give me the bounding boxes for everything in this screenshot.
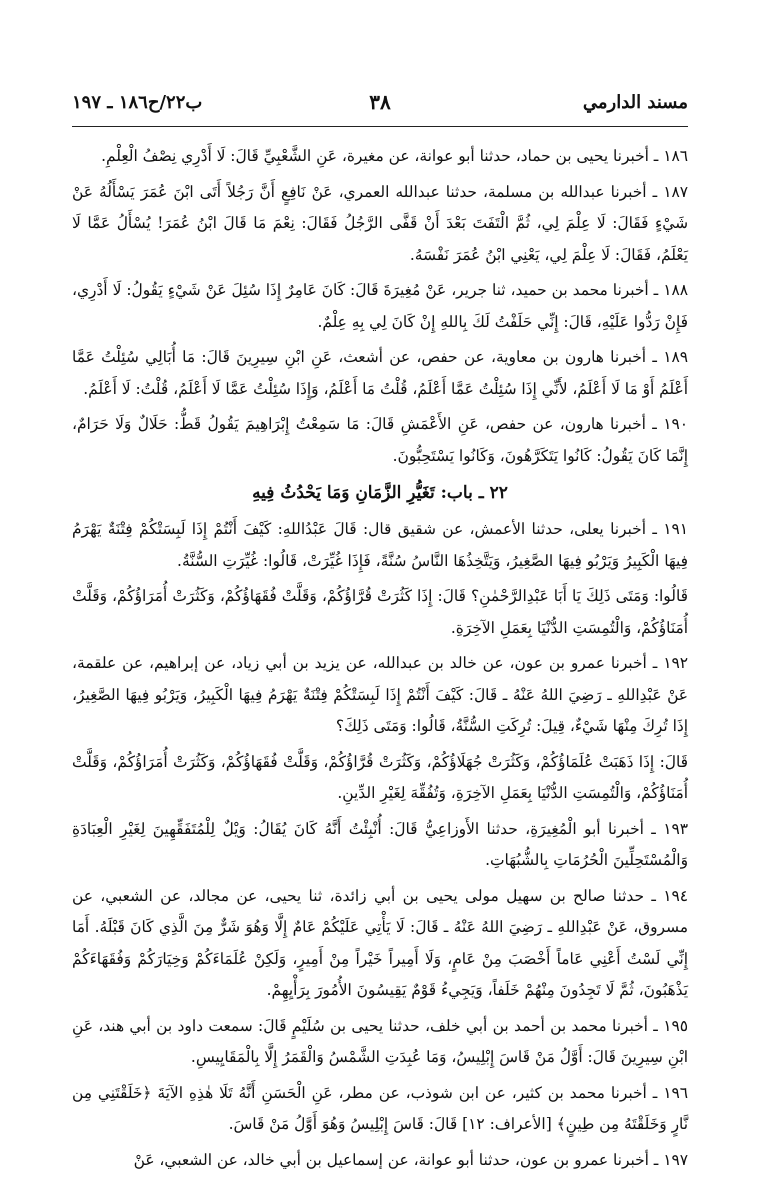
chapter-heading: ٢٢ ـ باب: تَغَيُّرِ الزَّمَانِ وَمَا يَحْدُثُ فِيهِ xyxy=(252,483,508,503)
hadith-195: ١٩٥ ـ أخبرنا محمد بن أحمد بن أبي خلف، حدثنا يحيى بن سُلَيْمٍ قَالَ: سمعت داود بن أبي هند، عَنِ ابْنِ سِيرِينَ قَالَ: أَوَّلُ مَنْ قَاسَ إِبْلِيسُ، وَمَا عُبِدَتِ الشَّمْسُ وَالْقَمَرُ إِلَّا بِالْمَقَايِيسِ. xyxy=(72,1016,688,1066)
hadith-190: ١٩٠ ـ أخبرنا هارون، عن حفص، عَنِ الأَعْمَشِ قَالَ: مَا سَمِعْتُ إِبْرَاهِيمَ يَقُولُ قَطُّ: حَلَالٌ وَلَا حَرَامٌ، إِنَّمَا كَانَ يَقُولُ: كَانُوا يَتَكَرَّهُونَ، وَكَانُوا يَسْتَحِبُّونَ. xyxy=(72,415,688,465)
hadith-193: ١٩٣ ـ أخبرنا أبو الْمُغِيرَةِ، حدثنا الأَوزاعِيُّ قَالَ: أُنْبِئْتُ أَنَّهُ كَانَ يُقَالُ: وَيْلٌ لِلْمُتَفَقِّهِينَ لِغَيْرِ الْعِبَادَةِ وَالْمُسْتَحِلِّينَ الْحُرُمَاتِ بِالشُّبُهَاتِ. xyxy=(72,819,688,869)
chapter-reference: ب٢٢/ح١٨٦ ـ ١٩٧ xyxy=(72,92,203,113)
hadith-188: ١٨٨ ـ أخبرنا محمد بن حميد، ثنا جرير، عَنْ مُغِيرَةَ قَالَ: كَانَ عَامِرٌ إِذَا سُئِلَ عَنْ شَيْءٍ يَقُولُ: لَا أَدْرِي، فَإِنْ رَدُّوا عَلَيْهِ، قَالَ: إِنِّي حَلَفْتُ لَكَ بِاللهِ إِنْ كَانَ لِي بِهِ عِلْمٌ. xyxy=(72,281,688,331)
hadith-194: ١٩٤ ـ حدثنا صالح بن سهيل مولى يحيى بن أبي زائدة، ثنا يحيى، عن مجالد، عن الشعبي، عن مسروق، عَنْ عَبْدِاللهِ ـ رَضِيَ اللهُ عَنْهُ ـ قَالَ: لَا يَأْتِي عَلَيْكُمْ عَامٌ إِلَّا وَهُوَ شَرٌّ مِنَ الَّذِي كَانَ قَبْلَهُ. أَمَا إِنِّي لَسْتُ أَعْنِي عَاماً أَخْصَبَ مِنْ عَامٍ، وَلَا أَمِيراً خَيْراً مِنْ أَمِيرٍ، وَلَكِنْ عُلَمَاءَكُمْ وَخِيَارَكُمْ وَفُقَهَاءَكُمْ يَذْهَبُونَ، ثُمَّ لَا تَجِدُونَ مِنْهُمْ خَلَفاً، وَيَجِيءُ قَوْمٌ يَقِيسُونَ الأُمُورَ بِرَأْيِهِمْ. xyxy=(72,886,688,999)
page-number: ٣٨ xyxy=(369,90,391,114)
hadith-197: ١٩٧ ـ أخبرنا عمرو بن عون، حدثنا أبو عوانة، عن إسماعيل بن أبي خالد، عن الشعبي، عَنْ xyxy=(133,1150,688,1169)
book-title: مسند الدارمي xyxy=(582,92,688,113)
hadith-192: ١٩٢ ـ أخبرنا عمرو بن عون، عن خالد بن عبدالله، عن يزيد بن أبي زياد، عن إبراهيم، عن علقمة، عَنْ عَبْدِاللهِ ـ رَضِيَ اللهُ عَنْهُ ـ قَالَ: كَيْفَ أَنْتُمْ إِذَا لَبِسَتْكُمْ فِتْنَةٌ يَهْرَمُ فِيهَا الْكَبِيرُ، وَيَرْبُو فِيهَا الصَّغِيرُ، إِذَا تُرِكَ مِنْهَا شَيْءٌ، قِيلَ: تُرِكَتِ السُّنَّةُ، قَالُوا: وَمَتَى ذَلِكَ؟ xyxy=(72,654,688,735)
hadith-191: ١٩١ ـ أخبرنا يعلى، حدثنا الأعمش، عن شقيق قال: قَالَ عَبْدُاللهِ: كَيْفَ أَنْتُمْ إِذَا لَبِسَتْكُمْ فِتْنَةٌ يَهْرَمُ فِيهَا الْكَبِيرُ وَيَرْبُو فِيهَا الصَّغِيرُ، وَيَتَّخِذُهَا النَّاسُ سُنَّةً، فَإِذَا غُيِّرَتْ، قَالُوا: غُيِّرَتِ السُّنَّةُ. xyxy=(72,520,688,570)
hadith-192-continued: قَالَ: إِذَا ذَهَبَتْ عُلَمَاؤُكُمْ، وَكَثُرَتْ جُهَلَاؤُكُمْ، وَكَثُرَتْ قُرَّاؤُكُمْ، وَقَلَّتْ فُقَهَاؤُكُمْ، وَكَثُرَتْ أُمَرَاؤُكُمْ، وَقَلَّتْ أُمَنَاؤُكُمْ، وَالْتُمِسَتِ الدُّنْيَا بِعَمَلِ الآخِرَةِ، وَتُفُقِّهَ لِغَيْرِ الدِّينِ. xyxy=(72,752,688,802)
page-header xyxy=(72,84,688,124)
header-rule xyxy=(72,126,688,127)
hadith-196: ١٩٦ ـ أخبرنا محمد بن كثير، عن ابن شوذب، عن مطر، عَنِ الْحَسَنِ أَنَّهُ تَلَا هٰذِهِ الآيَةَ ﴿خَلَقْتَنِي مِن نَّارٍ وَخَلَقْتَهُ مِن طِينٍ﴾ [الأعراف: ١٢] قَالَ: قَاسَ إِبْلِيسُ وَهُوَ أَوَّلُ مَنْ قَاسَ. xyxy=(72,1083,688,1133)
hadith-186: ١٨٦ ـ أخبرنا يحيى بن حماد، حدثنا أبو عوانة، عن مغيرة، عَنِ الشَّعْبِيِّ قَالَ: لَا أَدْرِي نِصْفُ الْعِلْمِ. xyxy=(101,147,688,165)
hadith-189: ١٨٩ ـ أخبرنا هارون بن معاوية، عن حفص، عن أشعث، عَنِ ابْنِ سِيرِينَ قَالَ: مَا أُبَالِي سُئِلْتُ عَمَّا أَعْلَمُ أَوْ مَا لَا أَعْلَمُ، لأَنِّي إِذَا سُئِلْتُ عَمَّا أَعْلَمُ، قُلْتُ مَا أَعْلَمُ، وَإِذَا سُئِلْتُ عَمَّا لَا أَعْلَمُ، قُلْتُ: لَا أَعْلَمُ. xyxy=(72,348,688,398)
page-body xyxy=(72,141,688,1176)
hadith-191-continued: قَالُوا: وَمَتَى ذَلِكَ يَا أَبَا عَبْدِالرَّحْمٰنِ؟ قَالَ: إِذَا كَثُرَتْ قُرَّاؤُكُمْ، وَقَلَّتْ فُقَهَاؤُكُمْ، وَكَثُرَتْ أُمَرَاؤُكُمْ، وَقَلَّتْ أُمَنَاؤُكُمْ، وَالْتُمِسَتِ الدُّنْيَا بِعَمَلِ الآخِرَةِ. xyxy=(72,587,688,637)
hadith-187: ١٨٧ ـ أخبرنا عبدالله بن مسلمة، حدثنا عبدالله العمري، عَنْ نَافِعٍ أَنَّ رَجُلاً أَتَى ابْنَ عُمَرَ يَسْأَلُهُ عَنْ شَيْءٍ فَقَالَ: لَا عِلْمَ لِي، ثُمَّ الْتَفَتَ بَعْدَ أَنْ قَفَّى الرَّجُلُ فَقَالَ: نِعْمَ مَا قَالَ ابْنُ عُمَرَ! يُسْأَلُ عَمَّا لَا يَعْلَمُ، فَقَالَ: لَا عِلْمَ لِي، يَعْنِي ابْنُ عُمَرَ نَفْسَهُ. xyxy=(72,182,688,264)
